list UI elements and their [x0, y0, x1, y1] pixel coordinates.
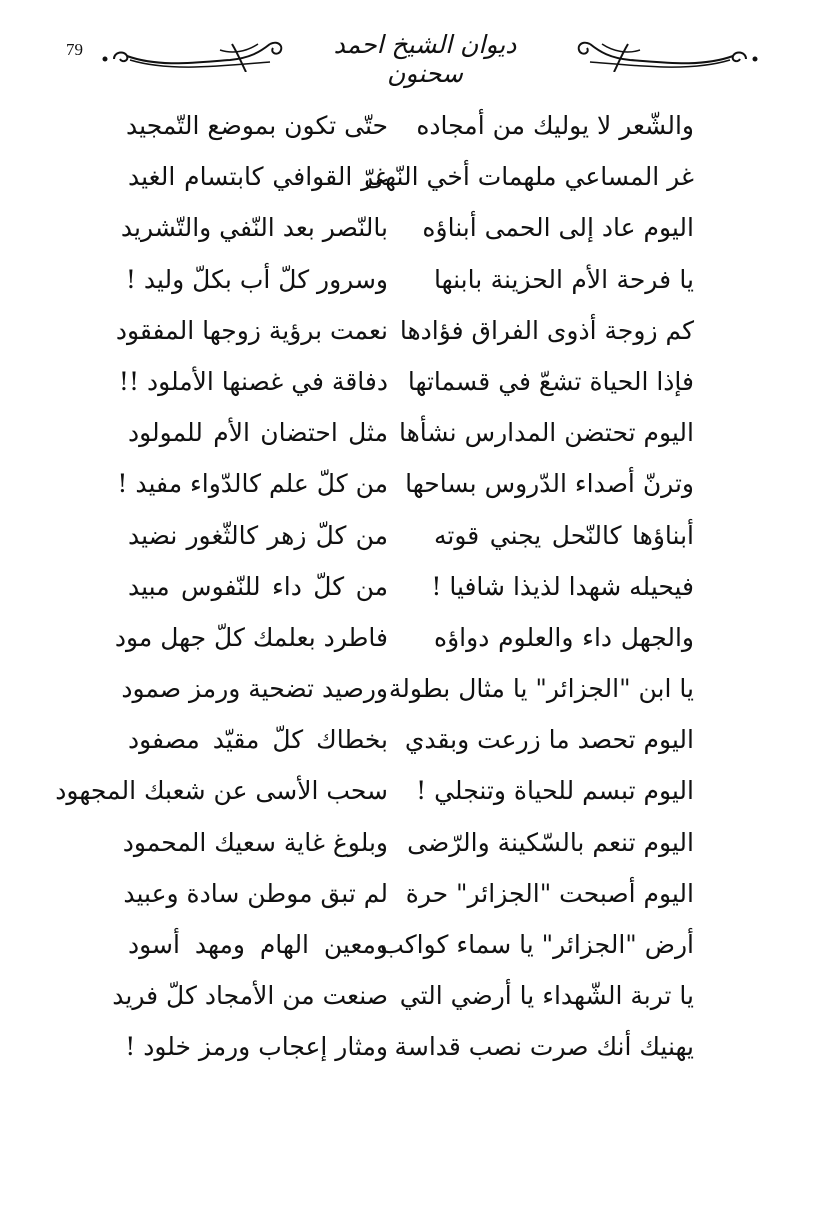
page-title: ديوان الشيخ احمد سحنون: [333, 30, 517, 88]
poem-body: [0, 100, 822, 1073]
verse-first-hemistich: اليوم تحصد ما زرعت وبقدي: [404, 725, 694, 755]
verse-first-hemistich: كم زوجة أذوى الفراق فؤادها: [399, 315, 694, 345]
verse-second-hemistich: صنعت من الأمجاد كلّ فريد: [112, 981, 388, 1011]
verse-first-hemistich: اليوم تبسم للحياة وتنجلي !: [416, 776, 694, 806]
verse-second-hemistich: وبلوغ غاية سعيك المحمود: [122, 827, 388, 857]
verse: [0, 714, 822, 765]
verse-first-hemistich: يا تربة الشّهداء يا أرضي التي: [399, 981, 694, 1011]
page-number: 79: [66, 40, 83, 59]
verse: [0, 1021, 822, 1072]
verse: [0, 100, 822, 151]
verse-first-hemistich: اليوم عاد إلى الحمى أبناؤه: [422, 213, 694, 243]
verse: [0, 510, 822, 561]
verse: [0, 868, 822, 919]
verse-first-hemistich: يا فرحة الأم الحزينة بابنها: [434, 264, 694, 294]
verse-second-hemistich: بخطاك كلّ مقيّد مصفود: [128, 725, 388, 755]
verse-first-hemistich: والجهل داء والعلوم دواؤه: [434, 622, 694, 652]
verse: [0, 817, 822, 868]
verse-first-hemistich: اليوم تحتضن المدارس نشأها: [398, 418, 694, 448]
verse: [0, 356, 822, 407]
verse-second-hemistich: نعمت برؤية زوجها المفقود: [115, 315, 388, 345]
verse-first-hemistich: فيحيله شهدا لذيذا شافيا !: [431, 571, 694, 601]
verse: [0, 970, 822, 1021]
verse-second-hemistich: ومعين الهام ومهد أسود: [128, 930, 388, 959]
verse-first-hemistich: يهنيك أنك صرت نصب قداسة: [394, 1032, 694, 1062]
verse-first-hemistich: أبناؤها كالنّحل يجني قوته: [434, 520, 694, 550]
verse: [0, 561, 822, 612]
verse-second-hemistich: بالنّصر بعد النّفي والتّشريد: [120, 213, 388, 243]
verse-second-hemistich: وسرور كلّ أب بكلّ وليد !: [125, 264, 388, 294]
verse-first-hemistich: أرض "الجزائر" يا سماء كواكب: [380, 930, 694, 959]
verse-first-hemistich: اليوم تنعم بالسّكينة والرّضى: [407, 827, 694, 857]
verse: [0, 612, 822, 663]
verse-first-hemistich: وترنّ أصداء الدّروس بساحها: [405, 469, 694, 499]
verse-second-hemistich: من كلّ زهر كالثّغور نضيد: [128, 520, 388, 550]
verse: [0, 305, 822, 356]
verse: [0, 663, 822, 714]
verse-first-hemistich: غر المساعي ملهمات أخي النّهى: [364, 162, 694, 192]
flourish-ornament-icon: [575, 32, 760, 72]
verse: [0, 202, 822, 253]
verse: [0, 765, 822, 816]
verse-second-hemistich: سحب الأسى عن شعبك المجهود: [55, 776, 388, 806]
verse: [0, 151, 822, 202]
verse-first-hemistich: والشّعر لا يوليك من أمجاده: [416, 111, 694, 140]
verse-second-hemistich: ورصيد تضحية ورمز صمود: [121, 674, 388, 704]
verse-first-hemistich: اليوم أصبحت "الجزائر" حرة: [405, 878, 694, 908]
verse-second-hemistich: من كلّ علم كالدّواء مفيد !: [117, 469, 388, 499]
verse: [0, 458, 822, 509]
verse-second-hemistich: غرّ القوافي كابتسام الغيد: [128, 162, 388, 192]
verse-second-hemistich: لم تبق موطن سادة وعبيد: [123, 878, 388, 908]
verse-first-hemistich: فإذا الحياة تشعّ في قسماتها: [407, 366, 694, 396]
verse-second-hemistich: حتّى تكون بموضع التّمجيد: [126, 111, 388, 140]
verse: [0, 919, 822, 970]
verse: [0, 254, 822, 305]
verse-second-hemistich: دفاقة في غصنها الأملود !!: [118, 366, 388, 396]
verse-second-hemistich: من كلّ داء للنّفوس مبيد: [128, 571, 388, 601]
verse-second-hemistich: ومثار إعجاب ورمز خلود !: [125, 1032, 388, 1062]
verse-first-hemistich: يا ابن "الجزائر" يا مثال بطولة: [388, 674, 694, 704]
verse-second-hemistich: مثل احتضان الأم للمولود: [128, 418, 388, 448]
verse-second-hemistich: فاطرد بعلمك كلّ جهل مود: [114, 622, 388, 652]
page-header: [0, 18, 822, 88]
verse: [0, 407, 822, 458]
flourish-ornament-icon: [100, 32, 285, 72]
